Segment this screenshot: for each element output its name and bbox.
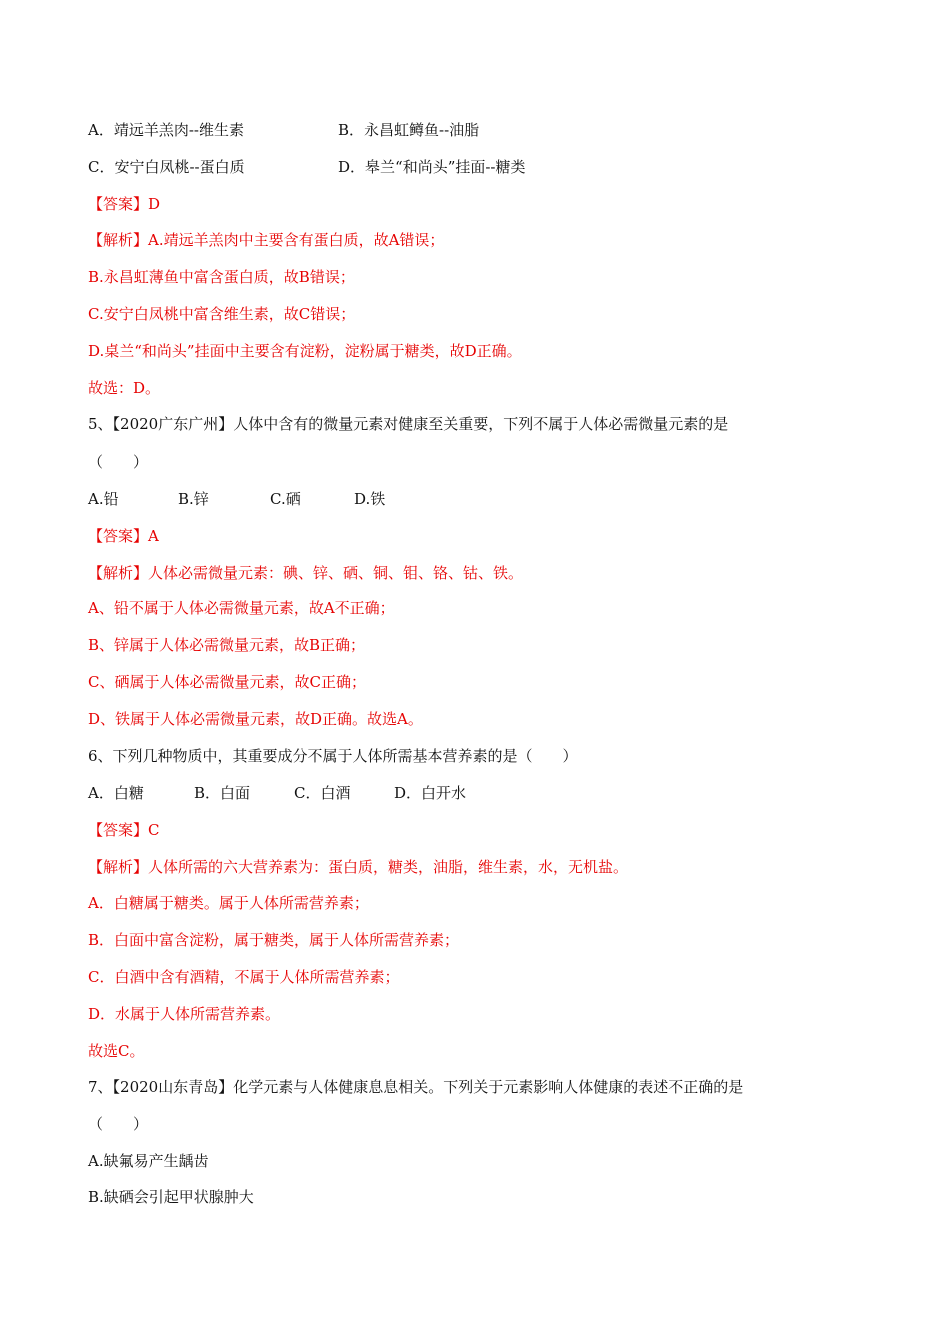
q7-option-b: B.缺硒会引起甲状腺肿大 — [88, 1188, 254, 1206]
q5-analysis-line: A、铅不属于人体必需微量元素，故A不正确； — [88, 599, 395, 617]
q5-analysis-line: D、铁属于人体必需微量元素，故D正确。故选A。 — [88, 710, 423, 728]
q4-conclusion: 故选：D。 — [88, 379, 161, 397]
q5-option-c: C.硒 — [270, 490, 301, 508]
q6-analysis-line: C．白酒中含有酒精，不属于人体所需营养素； — [88, 968, 400, 986]
q6-analysis-line: D．水属于人体所需营养素。 — [88, 1005, 281, 1023]
q4-option-a: A．靖远羊羔肉--维生素 — [88, 121, 244, 139]
q4-analysis-line: B.永昌虹薄鱼中富含蛋白质，故B错误； — [88, 268, 355, 286]
q4-option-b: B．永昌虹鳟鱼--油脂 — [338, 121, 480, 139]
q6-option-c: C．白酒 — [294, 784, 351, 802]
q5-answer: 【答案】A — [88, 527, 159, 545]
q6-answer: 【答案】C — [88, 821, 160, 839]
q6-conclusion: 故选C。 — [88, 1042, 145, 1060]
q6-option-a: A．白糖 — [88, 784, 144, 802]
q4-analysis-line: D.桌兰“和尚头”挂面中主要含有淀粉，淀粉属于糖类，故D正确。 — [88, 342, 522, 360]
q5-option-d: D.铁 — [354, 490, 386, 508]
q4-analysis-line: C.安宁白凤桃中富含维生素，故C错误； — [88, 305, 356, 323]
q7-stem: 7、【2020山东青岛】化学元素与人体健康息息相关。下列关于元素影响人体健康的表述不正确的是 — [88, 1078, 744, 1096]
q5-analysis-line: C、硒属于人体必需微量元素，故C正确； — [88, 673, 366, 691]
q5-option-b: B.锌 — [178, 490, 209, 508]
q6-option-d: D．白开水 — [394, 784, 467, 802]
q4-option-d: D．皋兰“和尚头”挂面--糖类 — [338, 158, 526, 176]
q6-stem: 6、下列几种物质中，其重要成分不属于人体所需基本营养素的是（ ） — [88, 747, 578, 765]
q5-stem: 5、【2020广东广州】人体中含有的微量元素对健康至关重要，下列不属于人体必需微量元素的是 — [88, 415, 729, 433]
q4-analysis-line: 【解析】A.靖远羊羔肉中主要含有蛋白质，故A错误； — [88, 231, 445, 249]
q5-analysis-line: B、锌属于人体必需微量元素，故B正确； — [88, 636, 366, 654]
q6-analysis-line: 【解析】人体所需的六大营养素为：蛋白质，糖类，油脂，维生素，水，无机盐。 — [88, 858, 629, 876]
q6-option-b: B．白面 — [194, 784, 251, 802]
q5-paren: （ ） — [88, 453, 149, 471]
q7-paren: （ ） — [88, 1115, 149, 1133]
q5-analysis-line: 【解析】人体必需微量元素：碘、锌、硒、铜、钼、铬、钴、铁。 — [88, 564, 524, 582]
q4-answer: 【答案】D — [88, 195, 161, 213]
q6-analysis-line: A．白糖属于糖类。属于人体所需营养素； — [88, 894, 369, 912]
q6-analysis-line: B．白面中富含淀粉，属于糖类，属于人体所需营养素； — [88, 931, 460, 949]
q7-option-a: A.缺氟易产生龋齿 — [88, 1152, 209, 1170]
q5-option-a: A.铅 — [88, 490, 119, 508]
q4-option-c: C．安宁白凤桃--蛋白质 — [88, 158, 245, 176]
